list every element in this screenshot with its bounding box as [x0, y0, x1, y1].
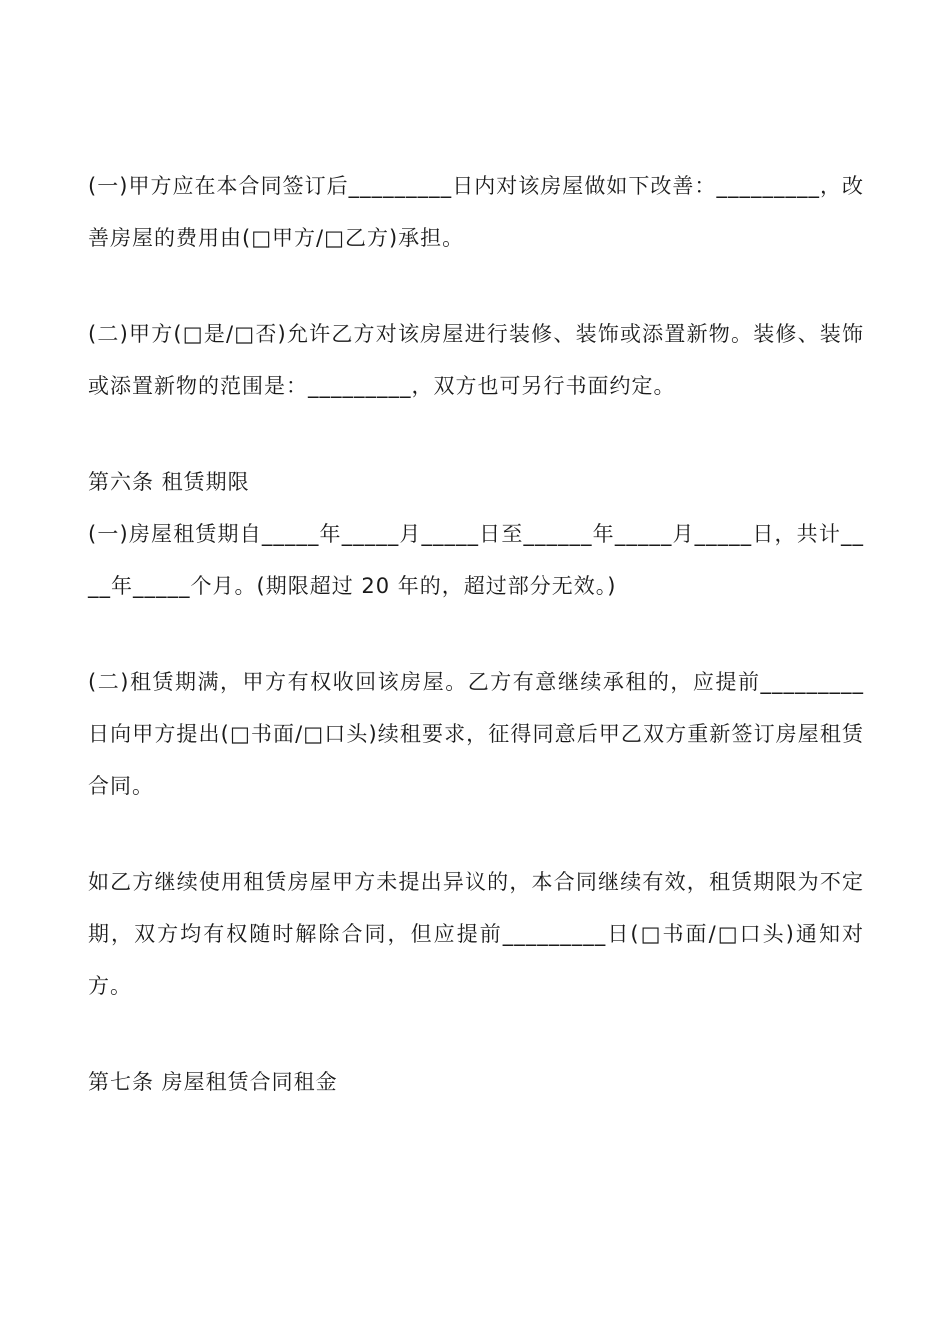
- clause-renovation-paragraph: (二)甲方(□是/□否)允许乙方对该房屋进行装修、装饰或添置新物。装修、装饰或添置新物的范围是：_________，双方也可另行书面约定。: [88, 322, 864, 398]
- article-seven-heading: 第七条 房屋租赁合同租金: [88, 1070, 338, 1094]
- document-page: [88, 160, 864, 1108]
- clause-lease-expiry-paragraph: (二)租赁期满，甲方有权收回该房屋。乙方有意继续承租的，应提前_________日向甲方提出(□书面/□口头)续租要求，征得同意后甲乙双方重新签订房屋租赁合同。: [88, 670, 864, 798]
- article-six-heading: 第六条 租赁期限: [88, 470, 250, 494]
- clause-lease-term-paragraph: (一)房屋租赁期自_____年_____月_____日至______年_____月_____日，共计____年_____个月。(期限超过 20 年的，超过部分无效。): [88, 522, 864, 598]
- clause-indefinite-term-paragraph: 如乙方继续使用租赁房屋甲方未提出异议的，本合同继续有效，租赁期限为不定期，双方均有权随时解除合同，但应提前_________日(□书面/□口头)通知对方。: [88, 870, 864, 998]
- clause-improvement-paragraph: (一)甲方应在本合同签订后_________日内对该房屋做如下改善：_________，改善房屋的费用由(□甲方/□乙方)承担。: [88, 174, 864, 250]
